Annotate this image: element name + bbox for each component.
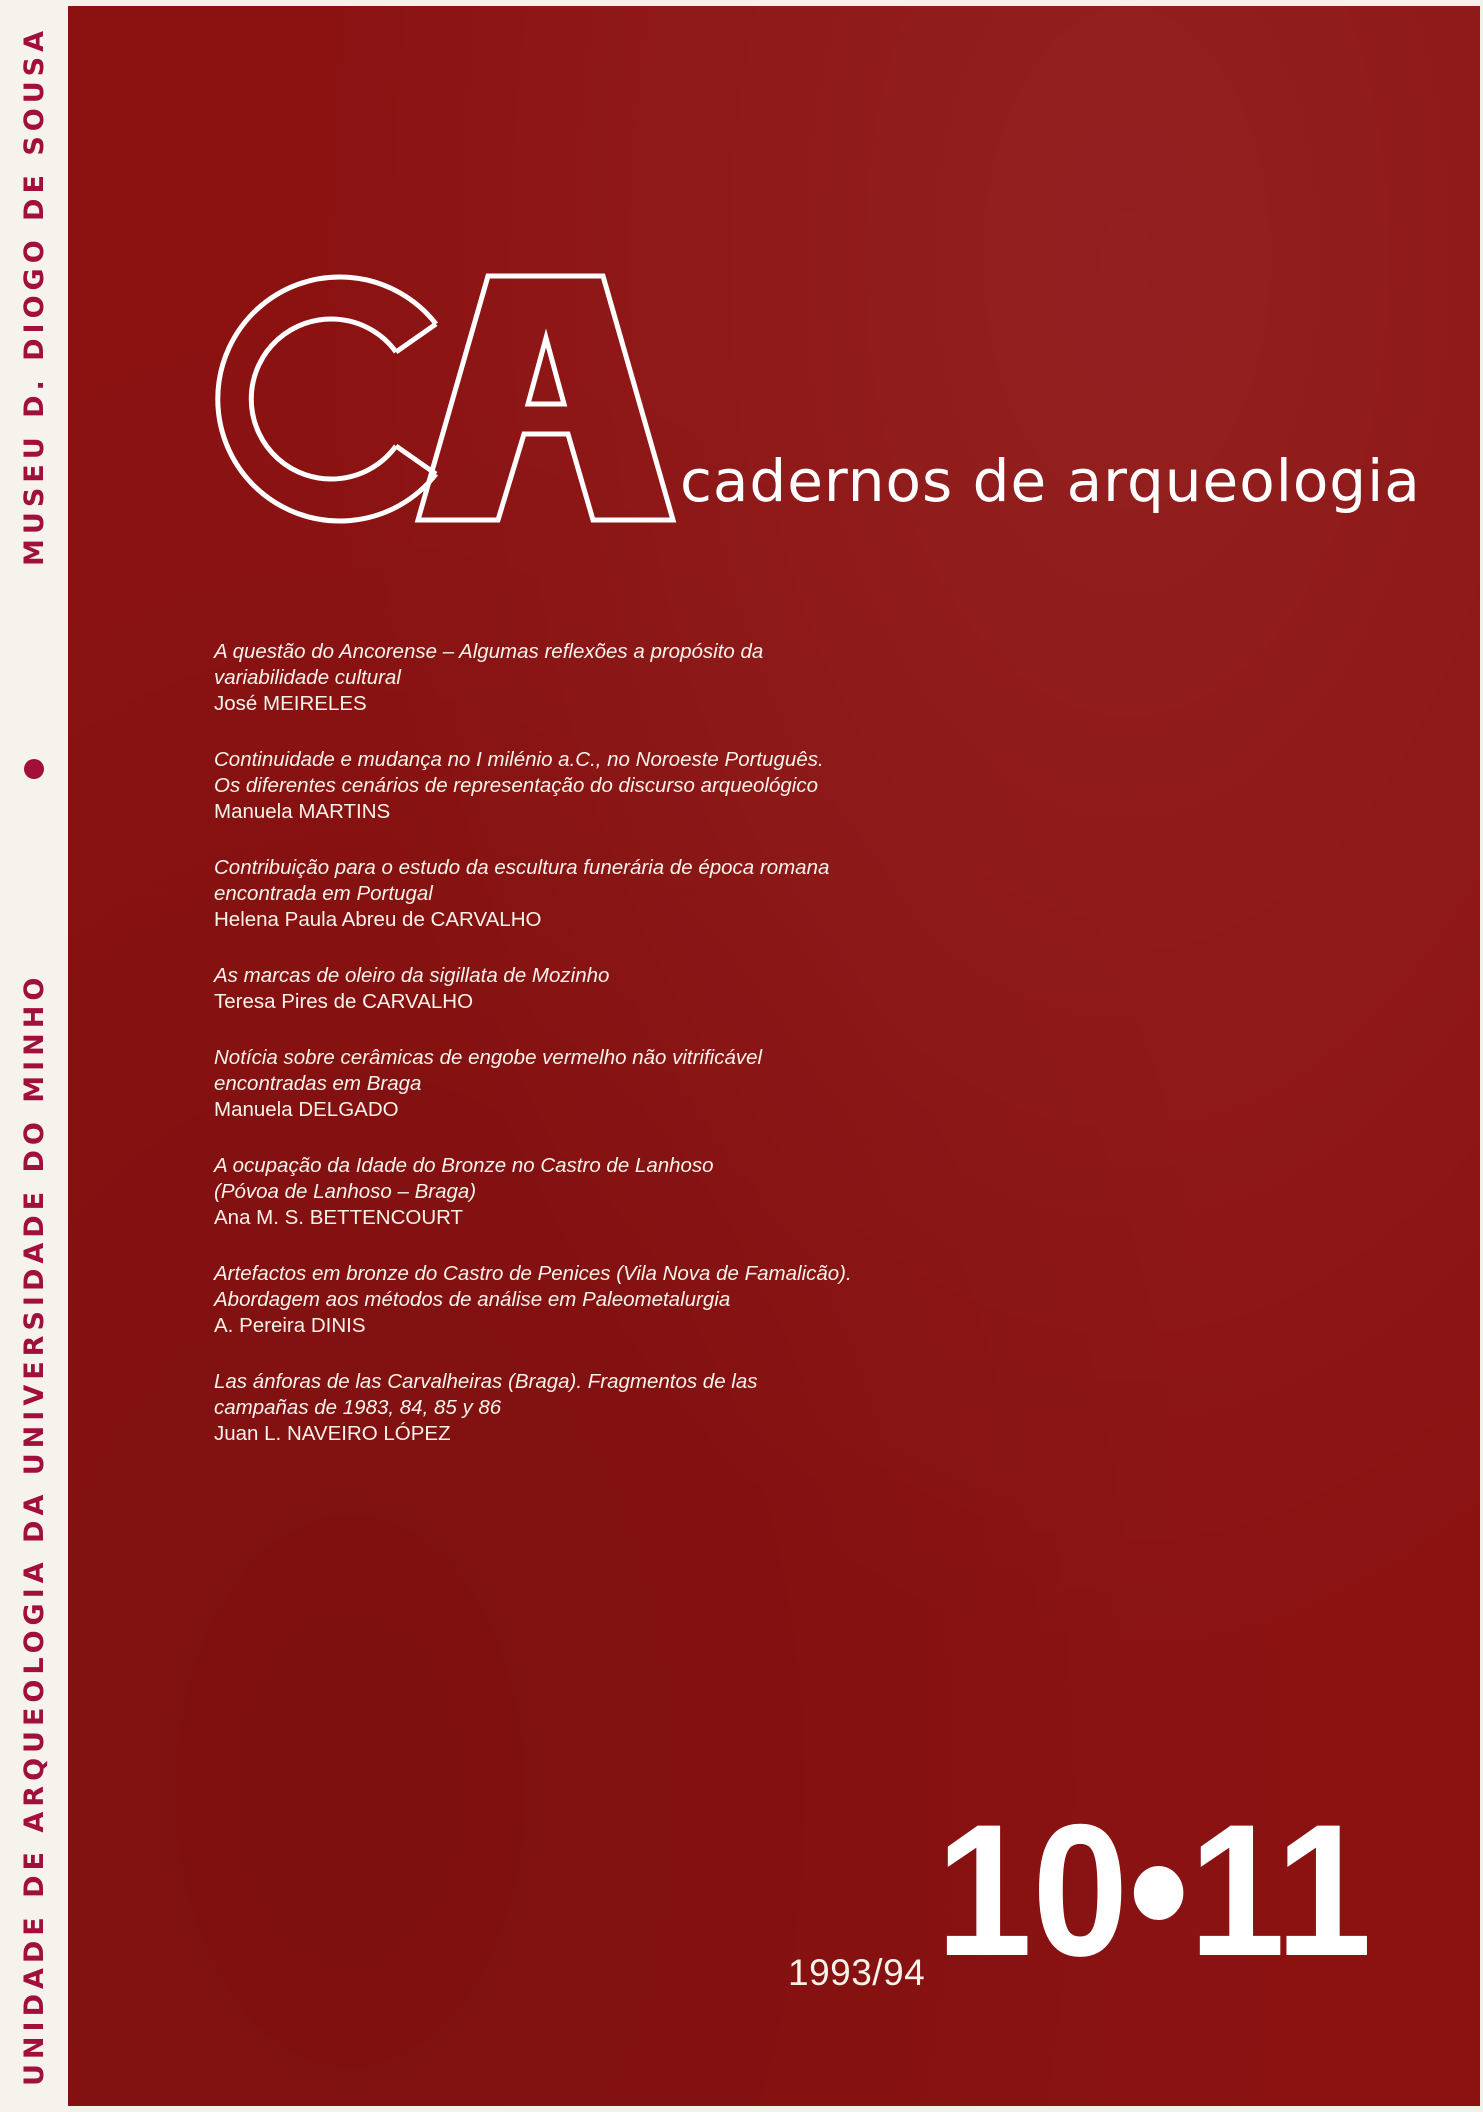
- article-author: Manuela MARTINS: [214, 800, 391, 823]
- article-entry: [214, 1153, 1074, 1231]
- table-of-contents: [214, 639, 1074, 1477]
- spine-university-label: UNIDADE DE ARQUEOLOGIA DA UNIVERSIDADE DO MINHO: [18, 972, 50, 2086]
- logo-text: CA: [198, 264, 200, 265]
- ca-logo: [198, 264, 738, 524]
- article-author: José MEIRELES: [214, 692, 367, 715]
- article-title: As marcas de oleiro da sigillata de Mozinho: [214, 964, 610, 987]
- article-title: A questão do Ancorense – Algumas reflexões a propósito da variabilidade cultural: [214, 640, 764, 689]
- article-entry: [214, 1045, 1074, 1123]
- spine-museum-label: MUSEU D. DIOGO DE SOUSA: [18, 26, 50, 566]
- article-entry: [214, 747, 1074, 825]
- article-entry: [214, 639, 1074, 717]
- article-author: Juan L. NAVEIRO LÓPEZ: [214, 1422, 451, 1445]
- spine-bullet-icon: [24, 759, 44, 779]
- article-author: Teresa Pires de CARVALHO: [214, 990, 474, 1013]
- article-author: Helena Paula Abreu de CARVALHO: [214, 908, 542, 931]
- article-title: Artefactos em bronze do Castro de Penices (Vila Nova de Famalicão). Abordagem aos métodos de análise em Paleometalurgia: [214, 1262, 852, 1311]
- publication-year: 1993/94: [788, 1952, 926, 1993]
- article-author: A. Pereira DINIS: [214, 1314, 366, 1337]
- article-entry: [214, 1369, 1074, 1447]
- article-author: Manuela DELGADO: [214, 1098, 399, 1121]
- article-author: Ana M. S. BETTENCOURT: [214, 1206, 464, 1229]
- article-entry: [214, 963, 1074, 1015]
- article-title: Las ánforas de las Carvalheiras (Braga). Fragmentos de las campañas de 1983, 84, 85 y 86: [214, 1370, 758, 1419]
- issue-number: 10•11: [936, 1785, 1372, 1995]
- article-title: Notícia sobre cerâmicas de engobe vermelho não vitrificável encontradas em Braga: [214, 1046, 763, 1095]
- logo-a-shape: [418, 276, 673, 520]
- journal-title: cadernos de arqueologia: [680, 447, 1421, 515]
- article-title: A ocupação da Idade do Bronze no Castro de Lanhoso (Póvoa de Lanhoso – Braga): [214, 1154, 714, 1203]
- cover: [68, 6, 1480, 2106]
- logo-c-shape: [218, 277, 436, 521]
- article-title: Contribuição para o estudo da escultura funerária de época romana encontrada em Portugal: [214, 856, 830, 905]
- article-entry: [214, 1261, 1074, 1339]
- article-title: Continuidade e mudança no I milénio a.C., no Noroeste Português. Os diferentes cenários de representação do discurso arqueológico: [214, 748, 824, 797]
- spine: [0, 0, 68, 2112]
- spine-text: [9, 26, 59, 2086]
- article-entry: [214, 855, 1074, 933]
